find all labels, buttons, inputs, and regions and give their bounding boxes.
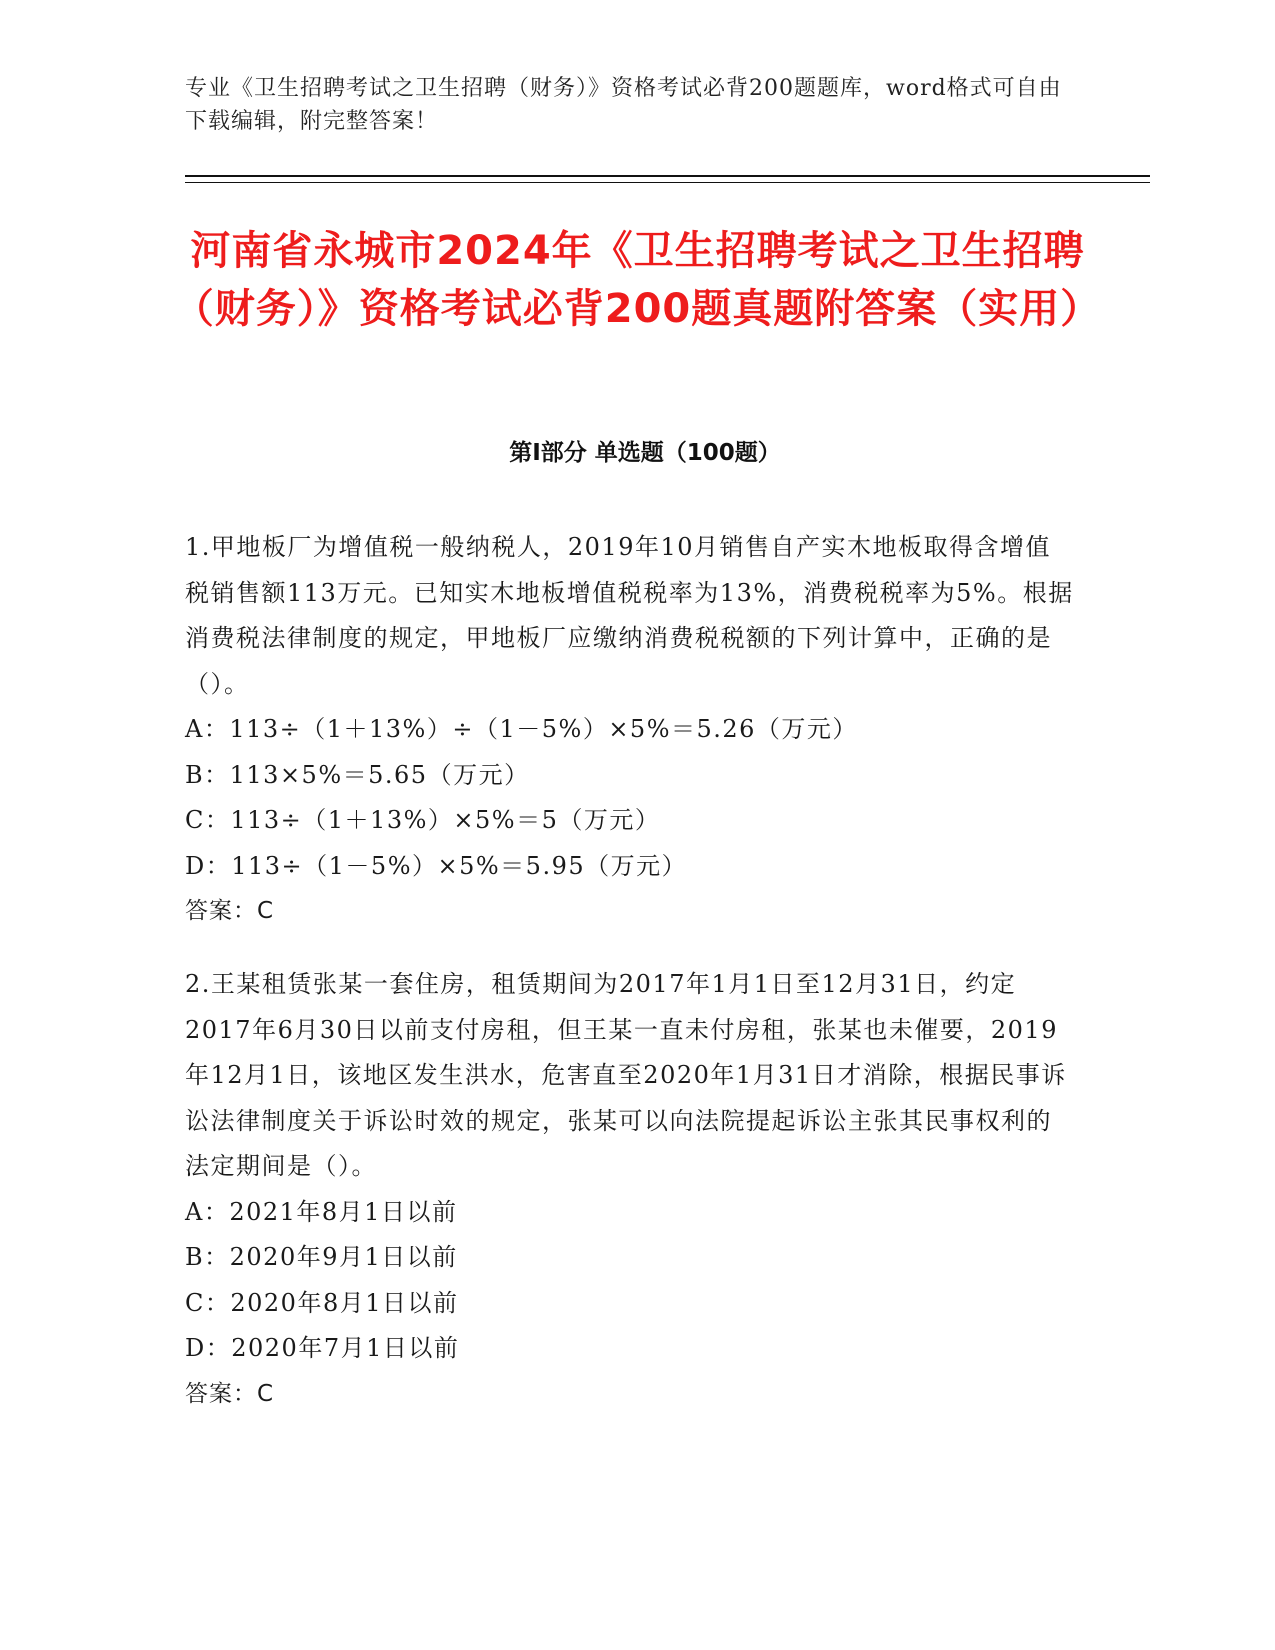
option-c: C：113÷（1＋13%）×5%＝5（万元）: [185, 806, 661, 834]
option-a: A：2021年8月1日以前: [185, 1197, 458, 1226]
option-c: C：2020年8月1日以前: [185, 1288, 459, 1317]
question-1: [185, 525, 1075, 935]
header-note: 专业《卫生招聘考试之卫生招聘（财务）》资格考试必背200题题库，word格式可自由下载编辑，附完整答案！: [185, 76, 1062, 134]
option-b: B：113×5%＝5.65（万元）: [185, 760, 530, 789]
answer: 答案：C: [185, 898, 275, 924]
document-title: 河南省永城市2024年《卫生招聘考试之卫生招聘（财务）》资格考试必背200题真题附答案（实用）: [173, 228, 1102, 332]
question-stem: 1.甲地板厂为增值税一般纳税人，2019年10月销售自产实木地板取得含增值税销售额113万元。已知实木地板增值税税率为13%，消费税税率为5%。根据消费税法律制度的规定，甲地板厂应缴纳消费税税额的下列计算中，正确的是（）。: [185, 533, 1074, 698]
question-stem: 2.王某租赁张某一套住房，租赁期间为2017年1月1日至12月31日，约定2017年6月30日以前支付房租，但王某一直未付房租，张某也未催要，2019年12月1日，该地区发生洪水，危害直至2020年1月31日才消除，根据民事诉讼法律制度关于诉讼时效的规定，张某可以向法院提起诉讼主张其民事权利的法定期间是（）。: [185, 970, 1067, 1180]
option-b: B：2020年9月1日以前: [185, 1243, 458, 1271]
header-rule-thick: [185, 175, 1150, 177]
answer: 答案：C: [185, 1380, 275, 1407]
option-d: D：113÷（1－5%）×5%＝5.95（万元）: [185, 851, 688, 880]
question-2: [185, 962, 1075, 1417]
option-d: D：2020年7月1日以前: [185, 1334, 460, 1362]
header-rule-thin: [185, 182, 1150, 183]
option-a: A：113÷（1＋13%）÷（1－5%）×5%＝5.26（万元）: [185, 715, 858, 743]
section-title: 第Ⅰ部分 单选题（100题）: [509, 440, 781, 466]
